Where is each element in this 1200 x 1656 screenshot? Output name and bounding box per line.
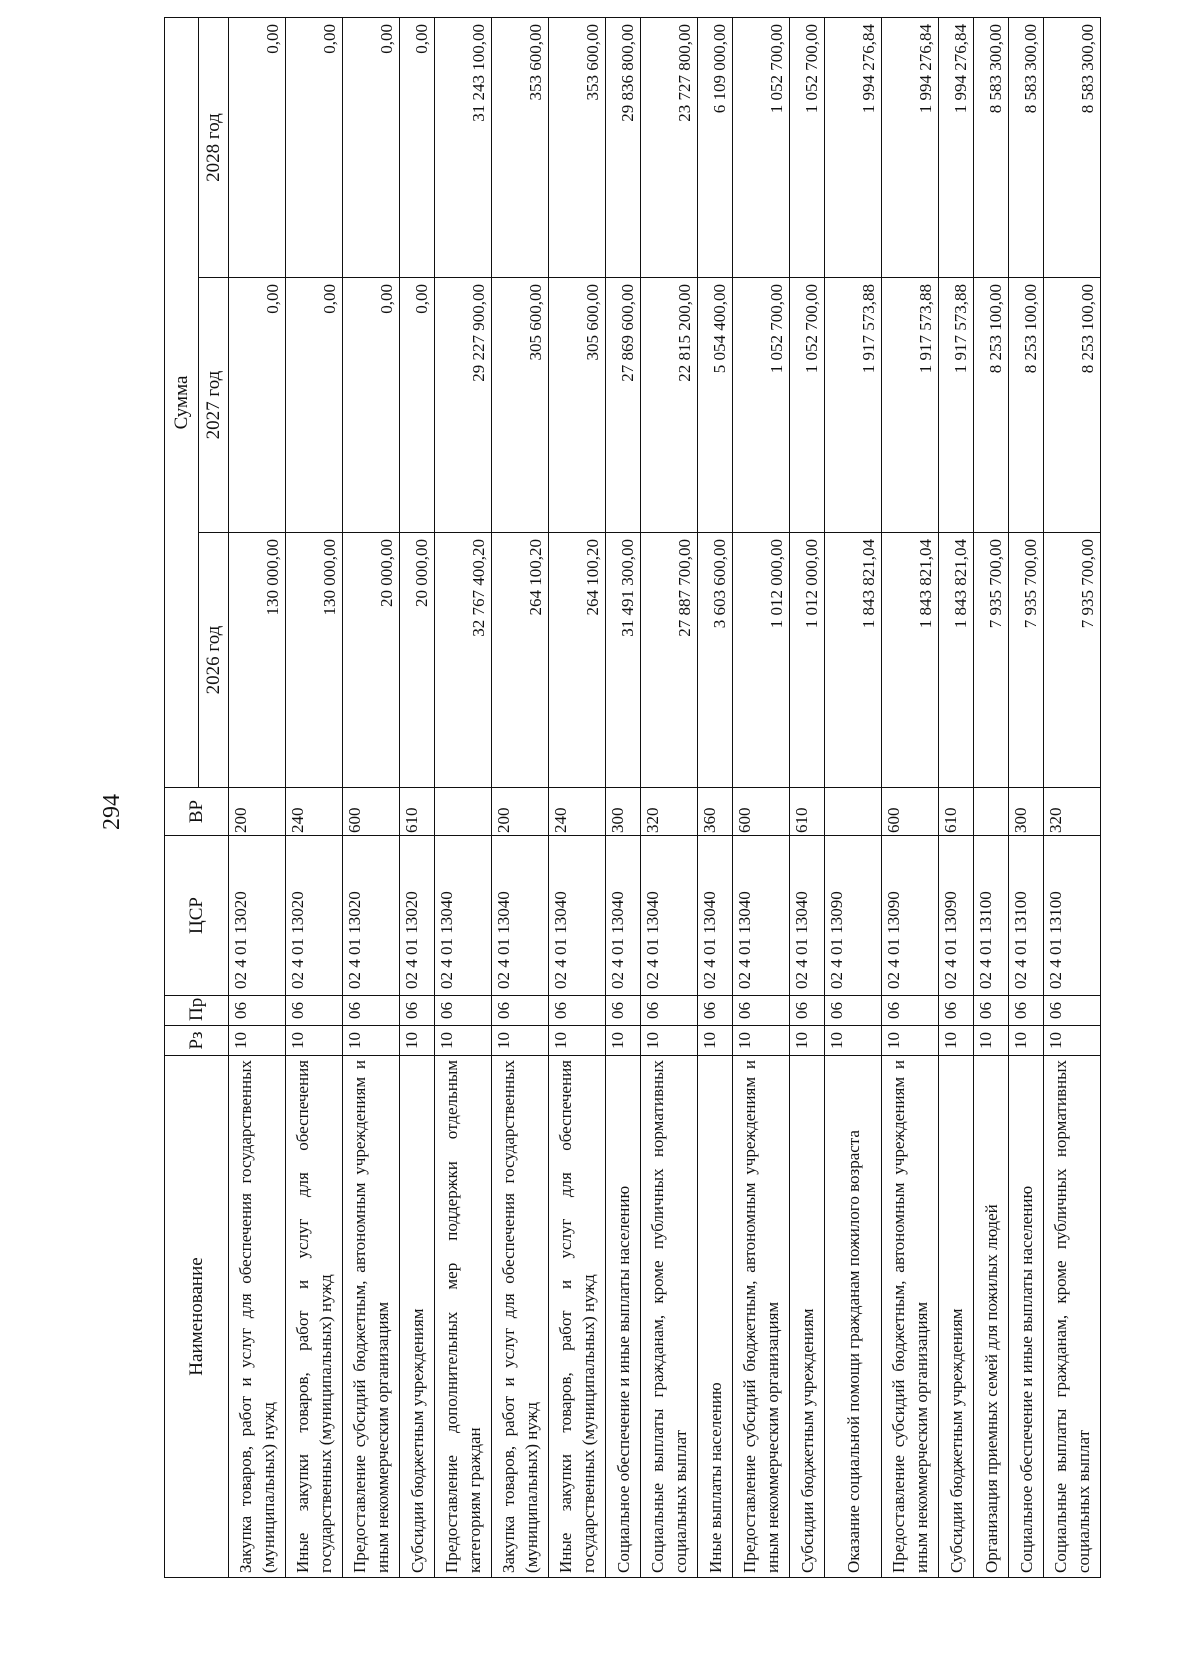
cell-csr: 02 4 01 13040 xyxy=(733,836,790,996)
cell-name: Оказание социальной помощи гражданам пожилого возраста xyxy=(825,1056,882,1578)
cell-csr: 02 4 01 13040 xyxy=(435,836,492,996)
cell-vr: 300 xyxy=(606,788,641,836)
cell-2027: 29 227 900,00 xyxy=(435,278,492,533)
budget-table xyxy=(164,17,1101,1578)
cell-vr: 360 xyxy=(698,788,733,836)
cell-csr: 02 4 01 13100 xyxy=(1044,836,1101,996)
cell-2027: 305 600,00 xyxy=(492,278,549,533)
table-row xyxy=(549,18,606,1578)
cell-vr: 610 xyxy=(400,788,435,836)
cell-vr xyxy=(435,788,492,836)
cell-vr: 320 xyxy=(641,788,698,836)
cell-name: Иные закупки товаров, работ и услуг для обеспечения государственных (муниципальных) нужд xyxy=(286,1056,343,1578)
cell-2026: 7 935 700,00 xyxy=(974,533,1009,788)
cell-pr: 06 xyxy=(733,996,790,1026)
cell-name: Социальное обеспечение и иные выплаты населению xyxy=(606,1056,641,1578)
cell-2026: 264 100,20 xyxy=(549,533,606,788)
cell-rz: 10 xyxy=(939,1026,974,1056)
cell-name: Субсидии бюджетным учреждениям xyxy=(400,1056,435,1578)
cell-2026: 7 935 700,00 xyxy=(1009,533,1044,788)
cell-name: Закупка товаров, работ и услуг для обеспечения государственных (муниципальных) нужд xyxy=(492,1056,549,1578)
cell-pr: 06 xyxy=(790,996,825,1026)
cell-vr: 600 xyxy=(882,788,939,836)
cell-name: Социальные выплаты гражданам, кроме публичных нормативных социальных выплат xyxy=(641,1056,698,1578)
cell-rz: 10 xyxy=(229,1026,286,1056)
cell-2026: 130 000,00 xyxy=(229,533,286,788)
cell-vr: 610 xyxy=(939,788,974,836)
table-row xyxy=(825,18,882,1578)
header-2027: 2027 год xyxy=(199,278,229,533)
cell-2027: 305 600,00 xyxy=(549,278,606,533)
cell-csr: 02 4 01 13040 xyxy=(790,836,825,996)
cell-rz: 10 xyxy=(1044,1026,1101,1056)
header-rz: Рз xyxy=(165,1026,229,1056)
header-sum: Сумма xyxy=(165,18,199,788)
cell-2028: 353 600,00 xyxy=(492,18,549,278)
cell-pr: 06 xyxy=(286,996,343,1026)
table-row xyxy=(939,18,974,1578)
cell-rz: 10 xyxy=(1009,1026,1044,1056)
table-row xyxy=(343,18,400,1578)
cell-2027: 0,00 xyxy=(229,278,286,533)
cell-2027: 27 869 600,00 xyxy=(606,278,641,533)
cell-vr: 610 xyxy=(790,788,825,836)
table-row xyxy=(286,18,343,1578)
table-row xyxy=(882,18,939,1578)
cell-2027: 1 052 700,00 xyxy=(790,278,825,533)
cell-csr: 02 4 01 13040 xyxy=(698,836,733,996)
cell-name: Иные выплаты населению xyxy=(698,1056,733,1578)
cell-rz: 10 xyxy=(435,1026,492,1056)
cell-2028: 8 583 300,00 xyxy=(974,18,1009,278)
cell-2026: 3 603 600,00 xyxy=(698,533,733,788)
cell-2028: 1 994 276,84 xyxy=(825,18,882,278)
cell-2026: 264 100,20 xyxy=(492,533,549,788)
cell-2028: 0,00 xyxy=(343,18,400,278)
cell-2028: 29 836 800,00 xyxy=(606,18,641,278)
cell-2028: 0,00 xyxy=(229,18,286,278)
cell-name: Субсидии бюджетным учреждениям xyxy=(790,1056,825,1578)
cell-2026: 20 000,00 xyxy=(343,533,400,788)
table-row xyxy=(641,18,698,1578)
cell-2026: 20 000,00 xyxy=(400,533,435,788)
page-number: 294 xyxy=(99,794,125,830)
cell-pr: 06 xyxy=(1009,996,1044,1026)
table-row xyxy=(400,18,435,1578)
table-row xyxy=(733,18,790,1578)
cell-2026: 32 767 400,20 xyxy=(435,533,492,788)
cell-name: Закупка товаров, работ и услуг для обеспечения государственных (муниципальных) нужд xyxy=(229,1056,286,1578)
table-row xyxy=(974,18,1009,1578)
cell-2027: 8 253 100,00 xyxy=(1009,278,1044,533)
cell-csr: 02 4 01 13040 xyxy=(606,836,641,996)
cell-pr: 06 xyxy=(400,996,435,1026)
cell-csr: 02 4 01 13100 xyxy=(974,836,1009,996)
cell-2028: 1 994 276,84 xyxy=(939,18,974,278)
cell-pr: 06 xyxy=(698,996,733,1026)
cell-2026: 1 843 821,04 xyxy=(882,533,939,788)
cell-2027: 1 052 700,00 xyxy=(733,278,790,533)
table-header-row xyxy=(165,18,199,1578)
cell-name: Предоставление субсидий бюджетным, автономным учреждениям и иным некоммерческим организациям xyxy=(882,1056,939,1578)
table-row xyxy=(229,18,286,1578)
cell-name: Предоставление дополнительных мер поддержки отдельным категориям граждан xyxy=(435,1056,492,1578)
cell-pr: 06 xyxy=(343,996,400,1026)
table-row xyxy=(1044,18,1101,1578)
cell-csr: 02 4 01 13020 xyxy=(229,836,286,996)
cell-2027: 1 917 573,88 xyxy=(825,278,882,533)
table-row xyxy=(492,18,549,1578)
cell-rz: 10 xyxy=(641,1026,698,1056)
cell-csr: 02 4 01 13040 xyxy=(492,836,549,996)
cell-2027: 0,00 xyxy=(343,278,400,533)
cell-2028: 353 600,00 xyxy=(549,18,606,278)
cell-vr: 200 xyxy=(492,788,549,836)
cell-rz: 10 xyxy=(974,1026,1009,1056)
header-2028: 2028 год xyxy=(199,18,229,278)
cell-rz: 10 xyxy=(549,1026,606,1056)
cell-csr: 02 4 01 13020 xyxy=(343,836,400,996)
cell-rz: 10 xyxy=(286,1026,343,1056)
cell-pr: 06 xyxy=(1044,996,1101,1026)
cell-2026: 7 935 700,00 xyxy=(1044,533,1101,788)
cell-pr: 06 xyxy=(229,996,286,1026)
cell-rz: 10 xyxy=(492,1026,549,1056)
cell-2027: 0,00 xyxy=(286,278,343,533)
cell-vr: 240 xyxy=(549,788,606,836)
cell-pr: 06 xyxy=(825,996,882,1026)
cell-2028: 8 583 300,00 xyxy=(1009,18,1044,278)
cell-pr: 06 xyxy=(492,996,549,1026)
cell-vr: 600 xyxy=(343,788,400,836)
cell-csr: 02 4 01 13090 xyxy=(825,836,882,996)
cell-2028: 6 109 000,00 xyxy=(698,18,733,278)
cell-name: Предоставление субсидий бюджетным, автономным учреждениям и иным некоммерческим организациям xyxy=(733,1056,790,1578)
cell-name: Социальные выплаты гражданам, кроме публичных нормативных социальных выплат xyxy=(1044,1056,1101,1578)
cell-vr: 320 xyxy=(1044,788,1101,836)
table-row xyxy=(1009,18,1044,1578)
cell-2028: 1 052 700,00 xyxy=(733,18,790,278)
cell-2028: 0,00 xyxy=(286,18,343,278)
table-row xyxy=(790,18,825,1578)
cell-2027: 8 253 100,00 xyxy=(974,278,1009,533)
cell-vr: 200 xyxy=(229,788,286,836)
cell-2028: 1 994 276,84 xyxy=(882,18,939,278)
cell-name: Социальное обеспечение и иные выплаты населению xyxy=(1009,1056,1044,1578)
cell-2026: 1 843 821,04 xyxy=(825,533,882,788)
cell-csr: 02 4 01 13040 xyxy=(549,836,606,996)
cell-pr: 06 xyxy=(974,996,1009,1026)
cell-pr: 06 xyxy=(641,996,698,1026)
cell-pr: 06 xyxy=(939,996,974,1026)
cell-2028: 8 583 300,00 xyxy=(1044,18,1101,278)
cell-2028: 31 243 100,00 xyxy=(435,18,492,278)
cell-pr: 06 xyxy=(882,996,939,1026)
cell-pr: 06 xyxy=(549,996,606,1026)
header-pr: Пр xyxy=(165,996,229,1026)
cell-2027: 5 054 400,00 xyxy=(698,278,733,533)
cell-vr xyxy=(974,788,1009,836)
table-row xyxy=(698,18,733,1578)
cell-rz: 10 xyxy=(882,1026,939,1056)
table-row xyxy=(606,18,641,1578)
budget-table-container xyxy=(164,18,1097,1578)
cell-2027: 22 815 200,00 xyxy=(641,278,698,533)
cell-2027: 0,00 xyxy=(400,278,435,533)
cell-2027: 1 917 573,88 xyxy=(939,278,974,533)
cell-2028: 23 727 800,00 xyxy=(641,18,698,278)
cell-name: Субсидии бюджетным учреждениям xyxy=(939,1056,974,1578)
cell-vr: 600 xyxy=(733,788,790,836)
header-vr: ВР xyxy=(165,788,229,836)
table-row xyxy=(435,18,492,1578)
cell-name: Иные закупки товаров, работ и услуг для обеспечения государственных (муниципальных) нужд xyxy=(549,1056,606,1578)
cell-pr: 06 xyxy=(435,996,492,1026)
cell-2027: 8 253 100,00 xyxy=(1044,278,1101,533)
cell-rz: 10 xyxy=(733,1026,790,1056)
cell-csr: 02 4 01 13020 xyxy=(286,836,343,996)
header-name: Наименование xyxy=(165,1056,229,1578)
header-2026: 2026 год xyxy=(199,533,229,788)
cell-csr: 02 4 01 13090 xyxy=(882,836,939,996)
cell-rz: 10 xyxy=(606,1026,641,1056)
cell-2027: 1 917 573,88 xyxy=(882,278,939,533)
cell-2026: 31 491 300,00 xyxy=(606,533,641,788)
cell-2028: 1 052 700,00 xyxy=(790,18,825,278)
cell-2026: 27 887 700,00 xyxy=(641,533,698,788)
cell-name: Предоставление субсидий бюджетным, автономным учреждениям и иным некоммерческим организациям xyxy=(343,1056,400,1578)
cell-rz: 10 xyxy=(790,1026,825,1056)
cell-rz: 10 xyxy=(400,1026,435,1056)
header-csr: ЦСР xyxy=(165,836,229,996)
cell-name: Организация приемных семей для пожилых людей xyxy=(974,1056,1009,1578)
cell-csr: 02 4 01 13020 xyxy=(400,836,435,996)
cell-2026: 1 012 000,00 xyxy=(733,533,790,788)
cell-2026: 130 000,00 xyxy=(286,533,343,788)
cell-2028: 0,00 xyxy=(400,18,435,278)
cell-pr: 06 xyxy=(606,996,641,1026)
cell-vr: 240 xyxy=(286,788,343,836)
cell-vr: 300 xyxy=(1009,788,1044,836)
cell-rz: 10 xyxy=(343,1026,400,1056)
cell-2026: 1 012 000,00 xyxy=(790,533,825,788)
cell-rz: 10 xyxy=(825,1026,882,1056)
cell-csr: 02 4 01 13040 xyxy=(641,836,698,996)
cell-2026: 1 843 821,04 xyxy=(939,533,974,788)
cell-vr xyxy=(825,788,882,836)
cell-rz: 10 xyxy=(698,1026,733,1056)
cell-csr: 02 4 01 13100 xyxy=(1009,836,1044,996)
cell-csr: 02 4 01 13090 xyxy=(939,836,974,996)
